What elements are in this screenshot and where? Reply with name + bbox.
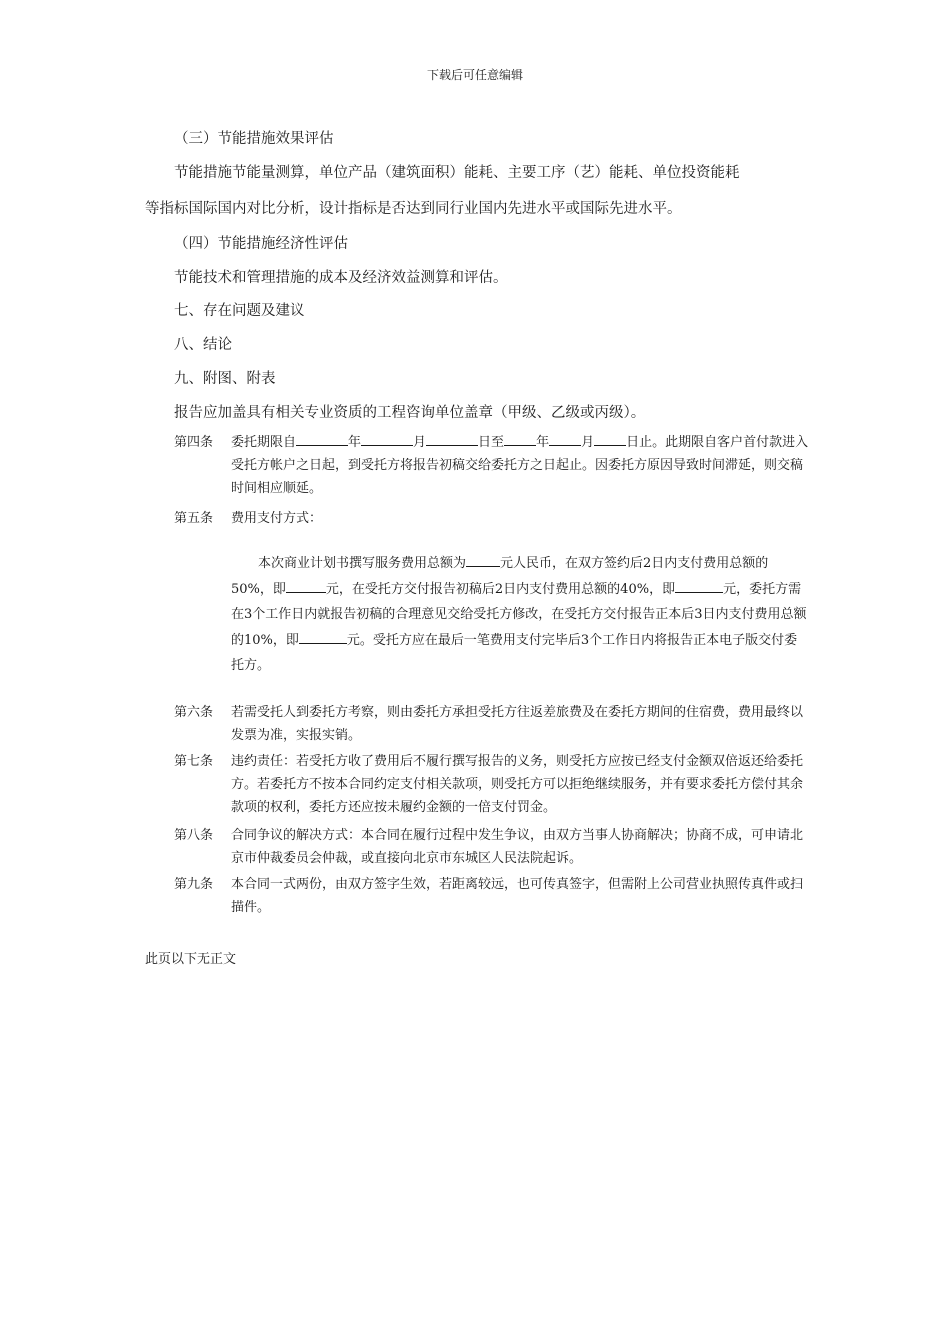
start-year-blank bbox=[296, 431, 348, 446]
payment-terms: 本次商业计划书撰写服务费用总额为 元人民币，在双方签约后2日内支付费用总额的50%，即 元，在受托方交付报告初稿后2日内支付费用总额的40%，即 元，委托方需在3个工作日内就报告初稿的合理意见交给受托方修改，在受托方交付报告正本后3日内支付费用总额的10%，即 元。受托方应在最后一笔费用支付完毕后3个工作日内将报告正本电子版交付委托方。 bbox=[231, 551, 807, 679]
second-payment-blank bbox=[675, 578, 723, 593]
article-6 bbox=[174, 701, 814, 747]
page-header: 下载后可任意编辑 bbox=[426, 68, 523, 82]
article-7-text: 违约责任：若受托方收了费用后不履行撰写报告的义务，则受托方应按已经支付金额双倍返还给委托方。若委托方不按本合同约定支付相关款项，则受托方可以拒绝继续服务，并有要求委托方偿付其余款项的权利，委托方还应按未履约金额的一倍支付罚金。 bbox=[231, 754, 804, 815]
seal-note: 报告应加盖具有相关专业资质的工程咨询单位盖章（甲级、乙级或丙级）。 bbox=[174, 405, 646, 421]
article-9-number: 第九条 bbox=[174, 877, 214, 892]
article-5-text: 费用支付方式： bbox=[231, 511, 323, 526]
article-7 bbox=[174, 750, 814, 819]
article-4 bbox=[174, 431, 814, 500]
section-4-body: 节能技术和管理措施的成本及经济效益测算和评估。 bbox=[174, 270, 508, 286]
section-3-body-line1: 节能措施节能量测算，单位产品（建筑面积）能耗、主要工序（艺）能耗、单位投资能耗 bbox=[174, 165, 740, 181]
section-8-heading: 八、结论 bbox=[174, 337, 232, 353]
article-7-number: 第七条 bbox=[174, 754, 214, 769]
start-month-blank bbox=[361, 431, 413, 446]
third-payment-blank bbox=[299, 629, 347, 644]
total-fee-blank bbox=[466, 552, 500, 567]
article-8-text: 合同争议的解决方式：本合同在履行过程中发生争议，由双方当事人协商解决；协商不成，可申请北京市仲裁委员会仲裁，或直接向北京市东城区人民法院起诉。 bbox=[231, 828, 804, 866]
article-5-number: 第五条 bbox=[174, 511, 214, 526]
start-day-blank bbox=[426, 431, 478, 446]
section-7-heading: 七、存在问题及建议 bbox=[174, 303, 305, 319]
article-6-number: 第六条 bbox=[174, 705, 214, 720]
section-3-title: （三）节能措施效果评估 bbox=[174, 131, 334, 147]
end-year-blank bbox=[504, 431, 536, 446]
article-5 bbox=[174, 507, 814, 530]
end-day-blank bbox=[594, 431, 626, 446]
article-8 bbox=[174, 824, 814, 870]
article-8-number: 第八条 bbox=[174, 828, 214, 843]
article-9-text: 本合同一式两份，由双方签字生效，若距离较远，也可传真签字，但需附上公司营业执照传真件或扫描件。 bbox=[231, 877, 804, 915]
article-4-number: 第四条 bbox=[174, 435, 214, 450]
article-9 bbox=[174, 873, 814, 919]
article-6-text: 若需受托人到委托方考察，则由委托方承担受托方往返差旅费及在委托方期间的住宿费，费用最终以发票为准，实报实销。 bbox=[231, 705, 804, 743]
section-9-heading: 九、附图、附表 bbox=[174, 371, 276, 387]
first-payment-blank bbox=[286, 578, 326, 593]
section-3-body-line2: 等指标国际国内对比分析，设计指标是否达到同行业国内先进水平或国际先进水平。 bbox=[145, 201, 682, 217]
end-month-blank bbox=[549, 431, 581, 446]
section-4-title: （四）节能措施经济性评估 bbox=[174, 236, 348, 252]
article-4-text: 委托期限自 年 月 日至 年 月 日止。此期限自客户首付款进入受托方帐户之日起，到受托方将报告初稿交给委托方之日起止。因委托方原因导致时间滞延，则交稿时间相应顺延。 bbox=[231, 431, 814, 500]
end-of-text-note: 此页以下无正文 bbox=[145, 952, 237, 967]
